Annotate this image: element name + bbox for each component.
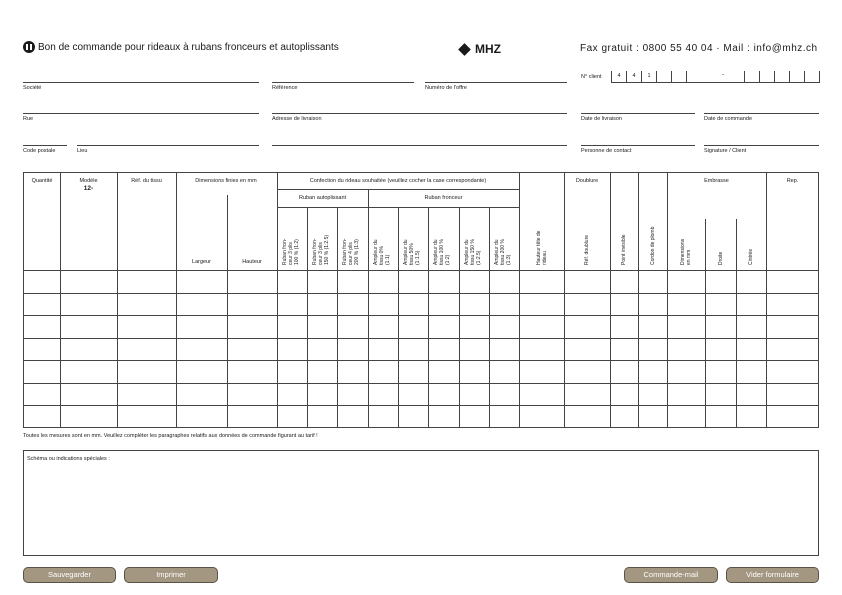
header-cordon-plomb: Cordon de plomb: [650, 226, 656, 265]
header-ref-doublure: Réf. doublure: [584, 234, 590, 265]
brand-logo: [460, 42, 501, 56]
info-icon: [23, 41, 35, 53]
lieu-field[interactable]: [77, 145, 259, 146]
lieu-label: Lieu: [77, 148, 88, 154]
page-title: Bon de commande pour rideaux à rubans fronceurs et autoplissants: [38, 42, 339, 53]
header-ref-tissu: Réf. du tissu: [131, 178, 162, 184]
row-divider: [24, 338, 819, 339]
col-divider: [117, 173, 118, 428]
delivery-address-field-2[interactable]: [272, 145, 567, 146]
client-number-underline: [611, 82, 820, 83]
header-doublure: Doublure: [575, 178, 599, 184]
header-fronceur-col-1: Ampleur du tissu 0% (1:1): [373, 239, 391, 265]
client-digit-4[interactable]: [657, 71, 672, 82]
header-auto-col-1: Ruban fron- ceur 3 plis 100 % (1:2): [282, 238, 300, 265]
col-divider: [60, 173, 61, 428]
rue-field[interactable]: [23, 113, 259, 114]
row-divider: [24, 383, 819, 384]
client-digit-3[interactable]: 1: [642, 71, 657, 82]
row-divider: [24, 405, 819, 406]
contact-info: Fax gratuit : 0800 55 40 04 · Mail : info@mhz.ch: [580, 43, 818, 54]
header-modele: Modèle: [79, 178, 98, 184]
delivery-address-label: Adresse de livraison: [272, 116, 322, 122]
col-divider: [459, 207, 460, 428]
client-digit-2[interactable]: 4: [627, 71, 642, 82]
societe-label: Société: [23, 85, 42, 91]
col-divider: [307, 207, 308, 428]
contact-person-label: Personne de contact: [581, 148, 632, 154]
header-auto-col-3: Ruban fron- ceur 4 plis 200 % (1:3): [342, 238, 360, 265]
header-embrasse: Embrasse: [704, 178, 729, 184]
col-divider: [705, 219, 706, 428]
col-divider: [489, 207, 490, 428]
col-divider: [176, 173, 177, 428]
signature-label: Signature / Client: [704, 148, 747, 154]
client-digit-9[interactable]: [775, 71, 790, 82]
clear-form-button[interactable]: Vider formulaire: [726, 567, 819, 583]
header-ruban-fronceur: Ruban fronceur: [424, 195, 463, 201]
row-divider: [277, 189, 519, 190]
col-divider: [277, 173, 278, 428]
reference-label: Référence: [272, 85, 298, 91]
row-divider: [24, 270, 819, 271]
client-digit-8[interactable]: [760, 71, 775, 82]
print-button[interactable]: Imprimer: [124, 567, 218, 583]
logo-text: MHZ: [475, 42, 501, 56]
client-digit-10[interactable]: [790, 71, 805, 82]
header-fronceur-col-3: Ampleur du tissu 100 % (1:2): [433, 239, 451, 265]
header-hauteur: Hauteur: [242, 259, 262, 265]
client-number-label: N° client: [581, 74, 602, 80]
col-divider: [519, 173, 520, 428]
measurement-note: Toutes les mesures sont en mm. Veuillez compléter les paragraphes relatifs aux données de commande figurant au tarif !: [23, 433, 318, 439]
societe-field[interactable]: [23, 82, 259, 83]
col-divider: [428, 207, 429, 428]
diamond-icon: [458, 43, 471, 56]
client-digit-11[interactable]: [805, 71, 820, 82]
postal-code-label: Code postale: [23, 148, 56, 154]
order-table: [23, 172, 819, 428]
reference-field[interactable]: [272, 82, 414, 83]
header-dimensions-mm: Dimensions en mm: [680, 238, 692, 265]
schema-textarea[interactable]: [23, 450, 819, 556]
header-hauteur-tete: Hauteur tête de rideau: [536, 230, 548, 265]
contact-person-field[interactable]: [581, 145, 695, 146]
col-divider: [610, 173, 611, 428]
header-droite: Droite: [718, 251, 724, 265]
header-largeur: Largeur: [192, 259, 211, 265]
delivery-date-label: Date de livraison: [581, 116, 622, 122]
client-digit-7[interactable]: [745, 71, 760, 82]
row-divider: [24, 360, 819, 361]
col-divider: [736, 219, 737, 428]
offer-number-label: Numéro de l'offre: [425, 85, 467, 91]
order-date-label: Date de commande: [704, 116, 752, 122]
header-ruban-autoplissant: Ruban autoplissant: [298, 195, 347, 201]
client-separator: -: [722, 72, 724, 78]
col-divider: [368, 189, 369, 428]
offer-number-field[interactable]: [425, 82, 567, 83]
header-cintree: Cintrée: [748, 248, 754, 265]
header-confection: Confection du rideau souhaitée (veuillez cocher la case correspondante): [309, 178, 487, 184]
col-divider: [564, 173, 565, 428]
header-auto-col-2: Ruban fron- ceur 3 plis 150 % (1:2.5): [312, 234, 330, 265]
col-divider: [398, 207, 399, 428]
save-button[interactable]: Sauvegarder: [23, 567, 116, 583]
mail-order-button[interactable]: Commande-mail: [624, 567, 718, 583]
header-fronceur-col-2: Ampleur du tissu 50% (1:1.5): [403, 239, 421, 265]
col-divider: [638, 173, 639, 428]
delivery-address-field[interactable]: [272, 113, 567, 114]
header-fronceur-col-5: Ampleur du tissu 200 % (1:3): [494, 239, 512, 265]
rue-label: Rue: [23, 116, 34, 122]
col-divider: [766, 173, 767, 428]
header-dimensions: Dimensions finies en mm: [195, 178, 257, 184]
delivery-date-field[interactable]: [581, 113, 695, 114]
client-digit-5[interactable]: [672, 71, 687, 82]
row-divider: [24, 315, 819, 316]
header-point-invisible: Point invisible: [621, 234, 627, 265]
signature-field[interactable]: [704, 145, 819, 146]
col-divider: [337, 207, 338, 428]
postal-code-field[interactable]: [23, 145, 67, 146]
client-digit-6[interactable]: [730, 71, 745, 82]
client-digit-1[interactable]: 4: [612, 71, 627, 82]
col-divider: [227, 195, 228, 428]
row-divider: [24, 293, 819, 294]
modele-prefix: 12-: [83, 185, 94, 192]
schema-label: Schéma ou indications spéciales :: [27, 456, 110, 462]
header-quantite: Quantité: [31, 178, 53, 184]
order-date-field[interactable]: [704, 113, 819, 114]
col-divider: [667, 173, 668, 428]
header-rep: Rep.: [786, 178, 799, 184]
header-fronceur-col-4: Ampleur du tissu 150 % (1:2.5): [464, 239, 482, 265]
